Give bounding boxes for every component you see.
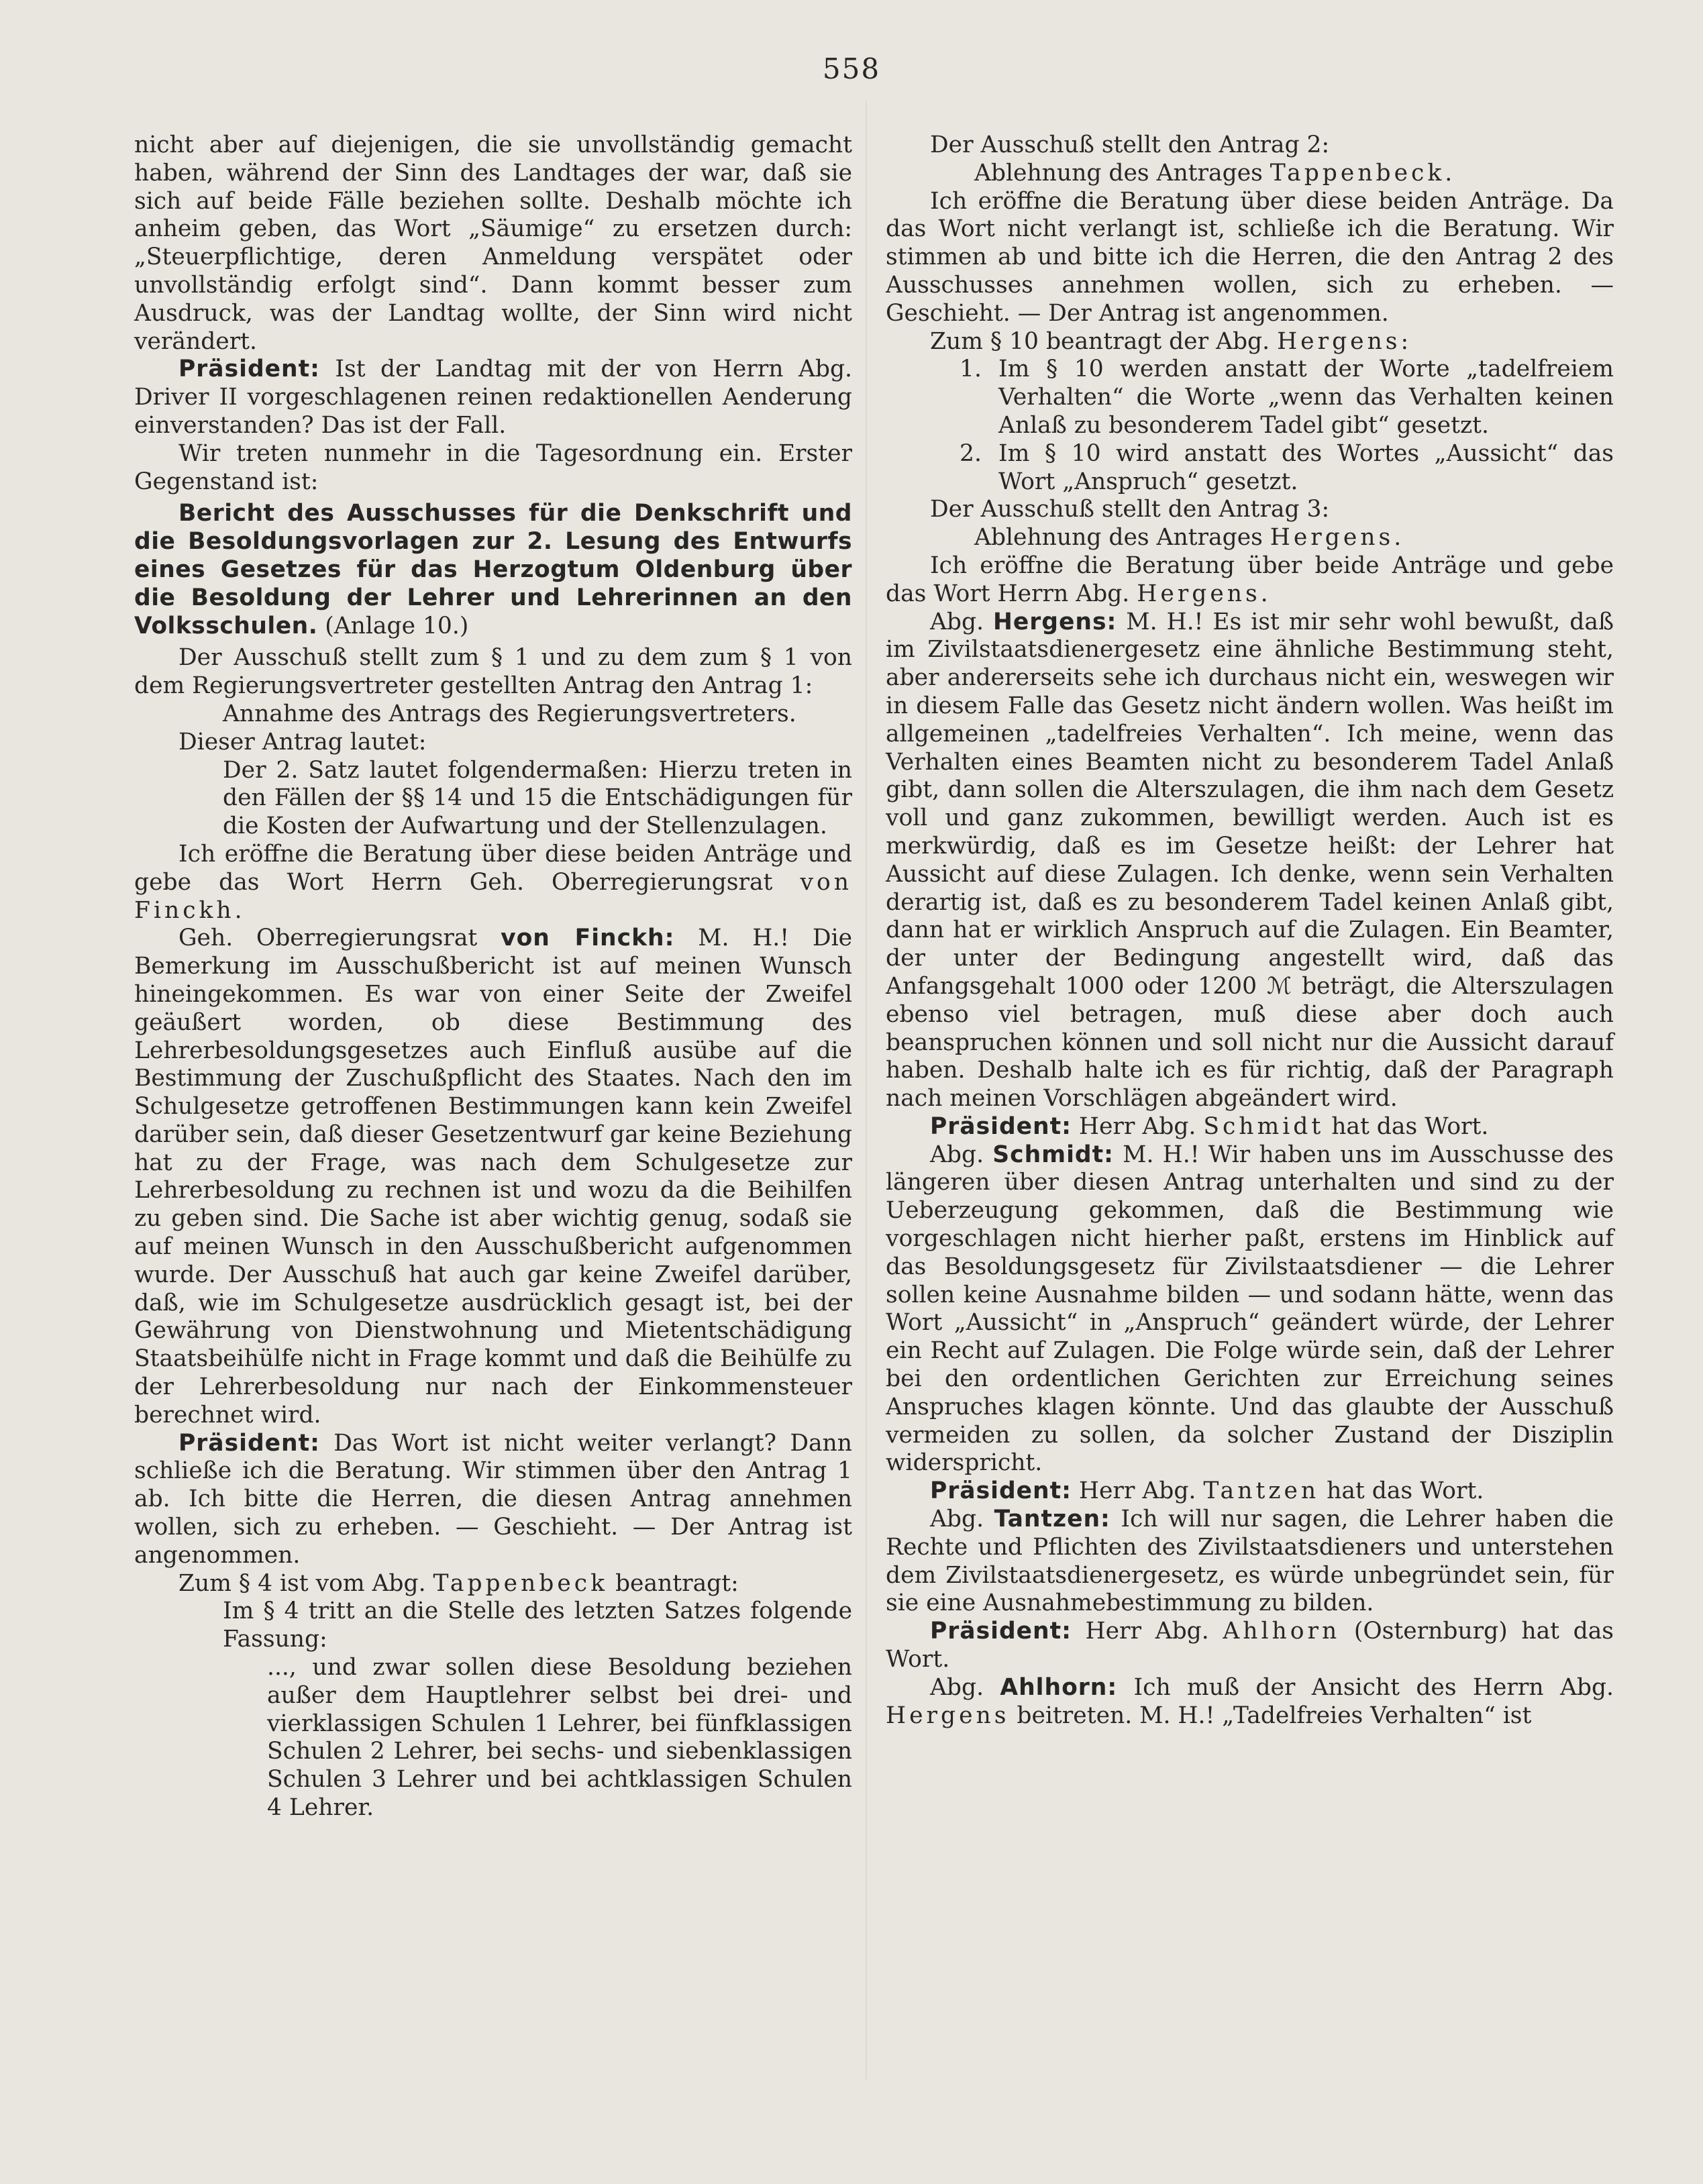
left-column <box>134 132 852 1822</box>
speaker-name: Präsident: <box>930 1618 1072 1645</box>
numbered-item: 2. Im § 10 wird anstatt des Wortes „Aussicht“ das Wort „Anspruch“ gesetzt. <box>960 439 1614 495</box>
paragraph: Ich eröffne die Beratung über beide Anträge und gebe das Wort Herrn Abg. Hergens. <box>886 552 1614 607</box>
speech: Präsident: Herr Abg. Tantzen hat das Wort. <box>930 1477 1484 1505</box>
paragraph: nicht aber auf diejenigen, die sie unvollständig gemacht haben, während der Sinn des Landtages der war, daß sie sich auf beide Fälle beziehen sollte. Deshalb möchte ich anheim geben, das Wort „Säumige“ zu ersetzen durch: „Steuerpflichtige, deren Anmeldung verspätet oder unvollständig erfolgt sind“. Dann kommt besser zum Ausdruck, was der Landtag wollte, der Sinn wird nicht verändert. <box>134 132 852 355</box>
speaker-name: von Finckh: <box>501 925 675 952</box>
gutter-line <box>866 101 867 2080</box>
speech: Präsident: Das Wort ist nicht weiter verlangt? Dann schließe ich die Beratung. Wir stimmen über den Antrag 1 ab. Ich bitte die Herren, die diesen Antrag annehmen wollen, sich zu erheben. — Geschieht. — Der Antrag ist angenommen. <box>134 1429 852 1569</box>
speaker-name: Präsident: <box>178 356 320 383</box>
speech: Abg. Hergens: M. H.! Es ist mir sehr wohl bewußt, daß im Zivilstaatsdienergesetz eine ähnliche Bestimmung steht, aber andererseits sehe ich durchaus nicht ein, weswegen wir in diesem Falle das Gesetz nicht ändern wollen. Was heißt im allgemeinen „tadelfreies Verhalten“. Ich meine, wenn das Verhalten eines Beamten nicht zu besonderem Tadel Anlaß gibt, dann sollen die Alterszulagen, die ihm nach dem Gesetz voll und ganz zukommen, bewilligt werden. Auch ist es merkwürdig, daß es im Gesetze heißt: der Lehrer hat Aussicht auf diese Zulagen. Ich denke, wenn sein Verhalten derartig ist, daß es zu besonderem Tadel keinen Anlaß gibt, dann hat er wirklich Anspruch auf die Zulagen. Ein Beamter, der unter der Bedingung angestellt wird, daß das Anfangsgehalt 1000 oder 1200 ℳ beträgt, die Alterszulagen ebenso viel betragen, muß diese aber doch auch beanspruchen können und soll nicht nur die Aussicht darauf haben. Deshalb halte ich es für richtig, daß der Paragraph nach meinen Vorschlägen abgeändert wird. <box>886 608 1614 1112</box>
numbered-item: 1. Im § 10 werden anstatt der Worte „tadelfreiem Verhalten“ die Worte „wenn das Verhalten keinen Anlaß zu besonderem Tadel gibt“ gesetzt. <box>960 356 1614 439</box>
motion-text: Annahme des Antrags des Regierungsvertreters. <box>223 700 796 727</box>
motion-text: Im § 4 tritt an die Stelle des letzten Satzes folgende Fassung: <box>223 1598 852 1653</box>
person-name: Hergens. <box>1137 580 1272 607</box>
motion-text: Ablehnung des Antrages Hergens. <box>974 524 1405 552</box>
paragraph: Präsident: Ist der Landtag mit der von Herrn Abg. Driver II vorgeschlagenen reinen redaktionellen Aenderung einverstanden? Das ist der Fall. <box>134 356 853 439</box>
person-name: Hergens <box>886 1702 1010 1729</box>
paragraph: Der Ausschuß stellt den Antrag 3: <box>930 496 1330 523</box>
person-name: Hergens. <box>1270 524 1405 552</box>
speech: Präsident: Herr Abg. Schmidt hat das Wort. <box>930 1112 1489 1140</box>
motion-text: Ablehnung des Antrages Tappenbeck. <box>974 159 1456 187</box>
page-number: 558 <box>822 52 881 85</box>
motion-quote: Der 2. Satz lautet folgendermaßen: Hierzu treten in den Fällen der §§ 14 und 15 die Entschädigungen für die Kosten der Aufwartung und der Stellenzulagen. <box>223 756 852 840</box>
paragraph: Der Ausschuß stellt den Antrag 2: <box>930 132 1330 158</box>
speaker-name: Präsident: <box>930 1477 1072 1505</box>
speaker-name: Hergens: <box>993 608 1117 635</box>
person-name: Ahlhorn <box>1223 1618 1341 1645</box>
person-name: Hergens: <box>1277 327 1412 355</box>
person-name: von Finckh. <box>134 868 853 924</box>
speaker-name: Präsident: <box>178 1429 320 1457</box>
paragraph: Dieser Antrag lautet: <box>178 728 427 756</box>
speaker-name: Ahlhorn: <box>1000 1673 1118 1701</box>
paragraph: Zum § 10 beantragt der Abg. Hergens: <box>930 327 1412 355</box>
speaker-name: Tantzen: <box>994 1506 1111 1533</box>
speech: Abg. Tantzen: Ich will nur sagen, die Lehrer haben die Rechte und Pflichten des Zivilstaatsdieners und unterstehen dem Zivilstaatsdienergesetz, es würde unbegründet sein, für sie eine Ausnahmebestimmung zu bilden. <box>886 1506 1614 1617</box>
paragraph: Ich eröffne die Beratung über diese beiden Anträge und gebe das Wort Herrn Geh. Oberregierungsrat von Finckh. <box>134 840 853 924</box>
speech: Abg. Schmidt: M. H.! Wir haben uns im Ausschusse des längeren über diesen Antrag unterhalten und sind zu der Ueberzeugung gekommen, daß die Bestimmung wie vorgeschlagen nicht hierher paßt, erstens im Hinblick auf das Besoldungsgesetz für Zivilstaatsdiener — die Lehrer sollen keine Ausnahme bilden — und sodann hätte, wenn das Wort „Aussicht“ in „Anspruch“ geändert würde, der Lehrer ein Recht auf Zulagen. Die Folge würde sein, daß der Lehrer bei den ordentlichen Gerichten zur Erreichung seines Anspruches klagen könnte. Und das glaubte der Ausschuß vermeiden zu sollen, da solcher Zustand der Disziplin widerspricht. <box>886 1141 1614 1477</box>
person-name: Tantzen <box>1203 1477 1320 1505</box>
motion-quote: ..., und zwar sollen diese Besoldung beziehen außer dem Hauptlehrer selbst bei drei- und vierklassigen Schulen 1 Lehrer, bei fünfklassigen Schulen 2 Lehrer, bei sechs- und siebenklassigen Schulen 3 Lehrer und bei achtklassigen Schulen 4 Lehrer. <box>267 1654 852 1822</box>
right-column <box>886 132 1614 1730</box>
paragraph: Wir treten nunmehr in die Tagesordnung ein. Erster Gegenstand ist: <box>134 439 852 495</box>
speech: Präsident: Herr Abg. Ahlhorn (Osternburg) hat das Wort. <box>886 1618 1614 1673</box>
speaker-name: Schmidt: <box>992 1141 1114 1168</box>
person-name: Tappenbeck. <box>1270 159 1456 187</box>
speech: Abg. Ahlhorn: Ich muß der Ansicht des Herrn Abg. Hergens beitreten. M. H.! „Tadelfreies Verhalten“ ist <box>886 1673 1614 1729</box>
person-name: Schmidt <box>1203 1112 1325 1140</box>
paragraph: Zum § 4 ist vom Abg. Tappenbeck beantragt: <box>178 1569 739 1597</box>
agenda-item-title: Bericht des Ausschusses für die Denkschrift und die Besoldungsvorlagen zur 2. Lesung des Entwurfs eines Gesetzes für das Herzogtum Oldenburg über die Besoldung der Lehrer und Lehrerinnen an den Volksschulen. (Anlage 10.) <box>134 500 852 639</box>
paragraph: Ich eröffne die Beratung über diese beiden Anträge. Da das Wort nicht verlangt ist, schließe ich die Beratung. Wir stimmen ab und bitte ich die Herren, die den Antrag 2 des Ausschusses annehmen wollen, sich zu erheben. — Geschieht. — Der Antrag ist angenommen. <box>886 187 1614 327</box>
person-name: Tappenbeck <box>433 1569 608 1597</box>
speaker-name: Präsident: <box>930 1112 1072 1140</box>
speech: Geh. Oberregierungsrat von Finckh: M. H.! Die Bemerkung im Ausschußbericht ist auf meinen Wunsch hineingekommen. Es war von einer Seite der Zweifel geäußert worden, ob diese Bestimmung des Lehrerbesoldungsgesetzes auch Einfluß ausübe auf die Bestimmung der Zuschußpflicht des Staates. Nach den im Schulgesetze getroffenen Bestimmungen kann kein Zweifel darüber sein, daß dieser Gesetzentwurf gar keine Beziehung hat zu der Frage, was nach dem Schulgesetze zur Lehrerbesoldung zu rechnen ist und wozu da die Beihilfen zu geben sind. Die Sache ist aber wichtig genug, sodaß sie auf meinen Wunsch in den Ausschußbericht aufgenommen wurde. Der Ausschuß hat auch gar keine Zweifel darüber, daß, wie im Schulgesetze ausdrücklich gesagt ist, bei der Gewährung von Dienstwohnung und Mietentschädigung Staatsbeihülfe nicht in Frage kommt und daß die Beihülfe zu der Lehrerbesoldung nur nach der Einkommensteuer berechnet wird. <box>134 925 853 1428</box>
paragraph: Der Ausschuß stellt zum § 1 und zu dem zum § 1 von dem Regierungsvertreter gestellten Antrag den Antrag 1: <box>134 644 852 700</box>
